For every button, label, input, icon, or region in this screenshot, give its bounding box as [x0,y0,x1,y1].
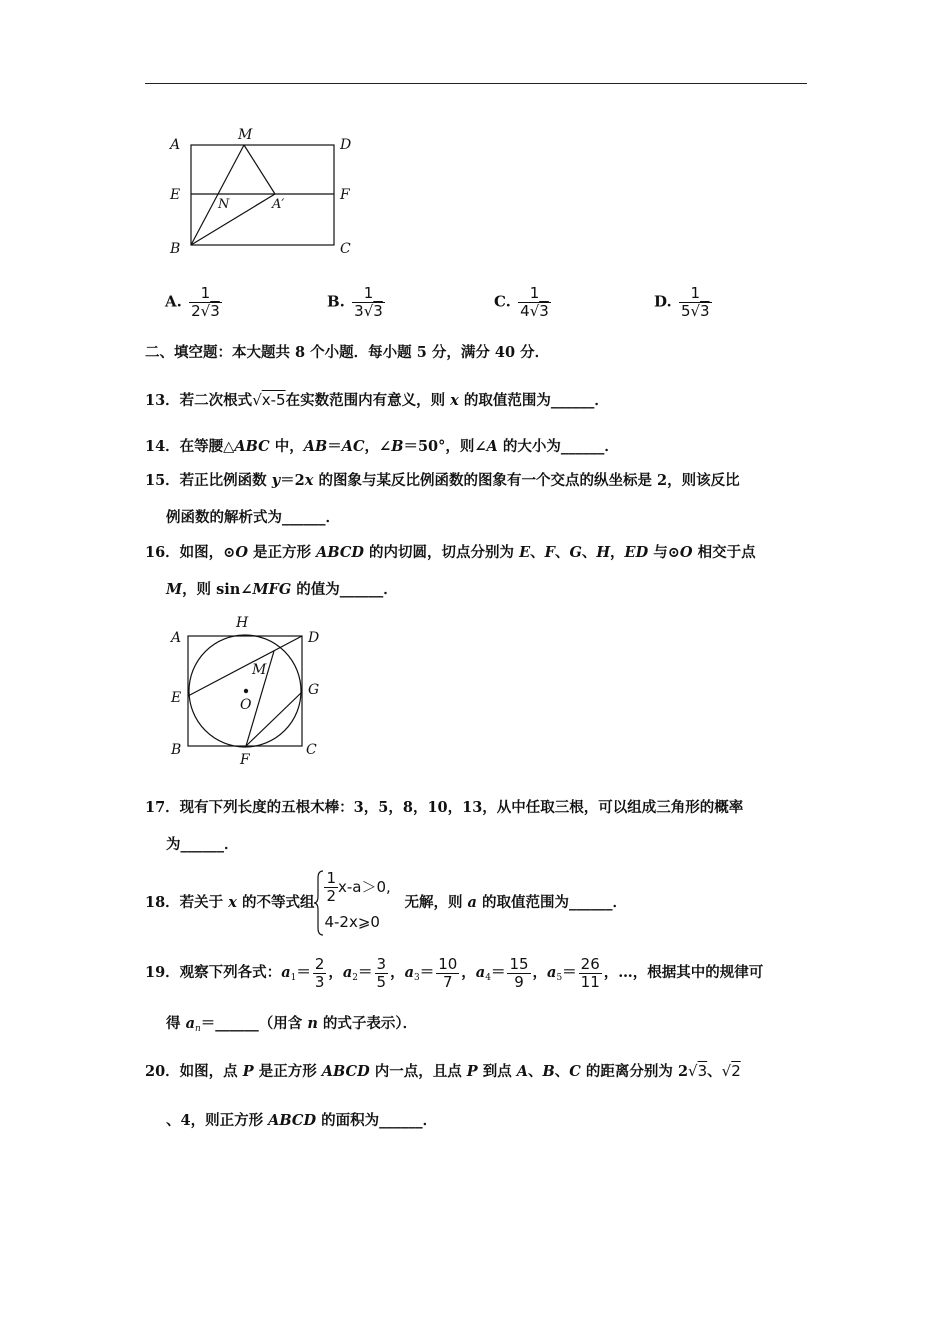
q16-ed: ED [624,544,649,561]
q20-abcd: ABCD [268,1112,317,1129]
q16-text: 是正方形 [247,544,317,561]
q19-term-num: 10 [438,954,458,973]
q19-term [404,954,462,991]
q16-o: O [235,544,248,561]
q13-text: 在实数范围内有意义，则 [285,392,451,409]
q19-an-sub: n [194,1024,201,1034]
label-e: E [170,187,181,203]
question-19-line1 [145,953,763,998]
q19-term-den: 11 [580,972,600,991]
q13-pre: 13．若二次根式 [145,392,253,409]
option-letter: B. [327,292,345,311]
q19-term-fraction [313,956,327,991]
q19-sep: ， [461,964,476,981]
q19-term-name: a [404,964,414,981]
frac-radicand: 3 [373,302,383,320]
question-17-line1: 17．现有下列长度的五根木棒：3，5，8，10，13，从中任取三根，可以组成三角形的概率 [145,799,744,816]
label-n: N [218,197,230,212]
q19-terms [281,954,604,991]
label-o: O [240,697,252,713]
option-letter: C. [494,292,511,311]
q19-term-name: a [547,964,557,981]
q16-text: ， [610,544,625,561]
q19-term-eq: ＝ [358,964,373,981]
label-c: C [306,742,317,758]
frac-radicand: 3 [539,302,549,320]
figure-square-incircle [160,608,340,768]
question-17-line2: 为______． [166,836,239,853]
q19-term-eq: ＝ [490,964,506,981]
question-14 [145,437,619,457]
option-letter: D. [654,292,672,311]
q20-a: A [516,1063,529,1080]
q16-f: F [544,544,555,561]
q16-text: ，则 sin∠ [182,581,253,598]
q18-row1-num: 1 [326,869,336,887]
q14-eq: ＝ [327,438,342,455]
q13-radical: √x-5 [252,391,286,409]
q14-text: ，∠ [364,438,392,455]
label-d: D [340,137,352,153]
q14-ab: AB [303,438,328,455]
question-16-line1 [145,543,756,563]
q18-row1-rest: x-a＞0, [338,878,391,896]
label-e: E [171,690,182,706]
frac-den-coef: 4 [520,302,530,320]
label-g: G [308,682,320,698]
q19-text: 19．观察下列各式： [145,964,282,981]
q19-term-sub: 4 [485,973,491,983]
q19-term-eq: ＝ [562,964,577,981]
q20-text: 是正方形 [253,1063,322,1080]
question-16-line2 [166,580,398,600]
label-b: B [171,742,182,758]
label-a: A [171,630,182,646]
q20-radical-1: √3 [688,1062,708,1080]
q16-sep: 、 [554,544,570,561]
q19-term-sub: 2 [352,973,359,983]
q19-term-num: 2 [314,954,325,973]
q19-term-sub: 3 [413,973,420,983]
q19-sep: ， [390,964,405,981]
q15-text: 的图象与某反比例函数的图象有一个交点的纵坐标是 2，则该反比 [313,472,740,489]
label-a-prime: A′ [272,197,285,212]
label-d: D [308,630,320,646]
q16-mfg: MFG [252,581,292,598]
q20-radicand-2: 2 [731,1062,741,1080]
question-20-line2 [166,1111,437,1131]
label-m: M [238,127,253,143]
label-m: M [252,662,267,678]
q19-term-num: 15 [509,954,529,973]
q16-text: 的内切圆，切点分别为 [363,544,520,561]
q20-c: C [569,1063,581,1080]
option-fraction: $\frac{1}{5√3}$ [680,284,710,320]
q14-b: B [391,438,404,455]
figure-rectangle-fold [160,120,370,265]
frac-radicand: 3 [210,302,220,320]
q19-term-sub: 5 [556,973,563,983]
question-20-line1 [145,1061,741,1082]
q19-text: 得 [166,1015,186,1032]
q20-text: 内一点，且点 [369,1063,467,1080]
header-rule [145,83,807,84]
label-c: C [340,241,351,257]
q20-sep: 、 [528,1063,543,1080]
label-a: A [170,137,181,153]
q16-e: E [519,544,531,561]
q20-text: 、4，则正方形 [166,1112,269,1129]
q18-text: 无解，则 [404,894,468,911]
q18-row1 [324,870,390,905]
q19-term-name: a [475,964,486,981]
q14-a: A [486,438,498,455]
q19-term-name: a [342,964,353,981]
q13-text-end: 的取值范围为______． [458,392,609,409]
q19-term-eq: ＝ [419,964,435,981]
q19-term-num: 3 [376,954,387,973]
q19-sep: ， [532,964,548,981]
q19-n: n [307,1015,318,1032]
q14-text: 中， [269,438,304,455]
q19-term-den: 5 [376,972,387,991]
q15-y: y [271,472,281,489]
option-letter: A. [165,292,182,311]
frac-den-coef: 5 [680,302,691,320]
q19-an: a [185,1015,195,1032]
label-h: H [236,615,249,631]
q19-term-name: a [281,964,291,981]
option-fraction: $\frac{1}{4√3}$ [520,284,549,320]
q18-a: a [467,894,477,911]
q14-abc: ABC [234,438,270,455]
q19-term-fraction [507,956,530,991]
frac-den-coef: 2 [191,302,201,320]
option-d[interactable] [654,285,714,320]
q19-term [547,954,604,991]
q20-b: B [542,1063,555,1080]
q18-text: 的不等式组 [236,894,315,911]
q16-sep: 、 [581,544,597,561]
frac-den-coef: 3 [354,302,364,320]
q20-p: P [242,1063,254,1080]
q15-eq: ＝2 [280,472,305,489]
q16-abcd: ABCD [316,544,364,561]
line-ba [191,194,275,245]
q14-text: 的大小为______． [497,438,619,455]
q19-text: ＝______（用含 [200,1015,308,1032]
q14-text: 14．在等腰△ [145,438,235,455]
q19-term-sub: 1 [290,973,297,983]
q19-term-den: 3 [314,972,325,991]
q20-p: P [466,1063,478,1080]
q18-row2: 4-2x⩾0 [324,913,380,931]
q13-radicand: x-5 [261,391,286,409]
q16-text: 的值为______． [291,581,398,598]
q19-term-den: 9 [514,972,524,991]
q16-g: G [569,544,582,561]
label-f: F [240,752,250,768]
question-15-line1 [145,471,740,491]
label-b: B [170,241,181,257]
frac-num: 1 [363,284,374,302]
rect-abcd [191,145,334,245]
brace-icon [314,870,324,936]
q20-abcd: ABCD [321,1063,370,1080]
q19-term [475,954,533,991]
q18-inequality-system [314,870,404,936]
label-f: F [340,187,350,203]
q20-text: 20．如图，点 [145,1063,243,1080]
q19-term-num: 26 [580,954,600,973]
frac-num: 1 [529,284,540,302]
q19-term-den: 7 [442,972,453,991]
q13-var: x [450,392,459,409]
question-19-line2 [166,1014,417,1039]
option-c[interactable] [494,285,553,320]
q18-text: 的取值范围为______． [476,894,627,911]
q20-text: 到点 [477,1063,517,1080]
q18-text: 18．若关于 [145,894,229,911]
q16-o: O [679,544,693,561]
q16-text: 16．如图，⊙ [145,544,236,561]
q15-x: x [304,472,314,489]
line-ma [244,145,275,194]
q16-h: H [596,544,611,561]
q15-text: 15．若正比例函数 [145,472,272,489]
q19-text: ，…，根据其中的规律可 [603,964,764,981]
q20-radical-2: √2 [721,1062,741,1080]
frac-num: 1 [690,284,701,302]
q16-text: 与⊙ [648,544,680,561]
q16-sep: 、 [530,544,545,561]
q18-row1-den: 2 [326,887,336,905]
option-fraction: $\frac{1}{2√3}$ [191,284,220,320]
q20-sep: 、 [707,1063,722,1080]
q16-text: 相交于点 [692,544,756,561]
question-15-line2: 例函数的解析式为______． [166,509,340,526]
q19-term-fraction [436,956,459,991]
q19-term [281,954,328,991]
line-bm [191,145,244,245]
q16-m: M [166,581,183,598]
option-fraction: $\frac{1}{3√3}$ [354,284,383,320]
frac-radicand: 3 [700,302,710,320]
center-dot [244,689,248,693]
q19-sep: ， [328,964,343,981]
q14-text: ＝50°，则∠ [403,438,487,455]
q20-text: 的距离分别为 2 [580,1063,689,1080]
q20-sep: 、 [554,1063,570,1080]
question-18 [145,870,627,936]
section-heading: 二、填空题：本大题共 8 个小题．每小题 5 分，满分 40 分． [145,344,550,361]
frac-num: 1 [200,284,211,302]
q19-term-fraction [375,956,389,991]
option-b[interactable] [327,285,387,320]
q19-term-eq: ＝ [296,964,311,981]
q20-text: 的面积为______． [316,1112,438,1129]
q18-x: x [228,894,237,911]
option-a[interactable] [165,285,224,320]
q19-text: 的式子表示）． [317,1015,418,1032]
q19-term [342,954,390,991]
q20-radicand-1: 3 [697,1062,708,1080]
question-13 [145,390,609,411]
line-ed [188,636,302,696]
q14-ac: AC [341,438,365,455]
q19-term-fraction [579,956,602,991]
